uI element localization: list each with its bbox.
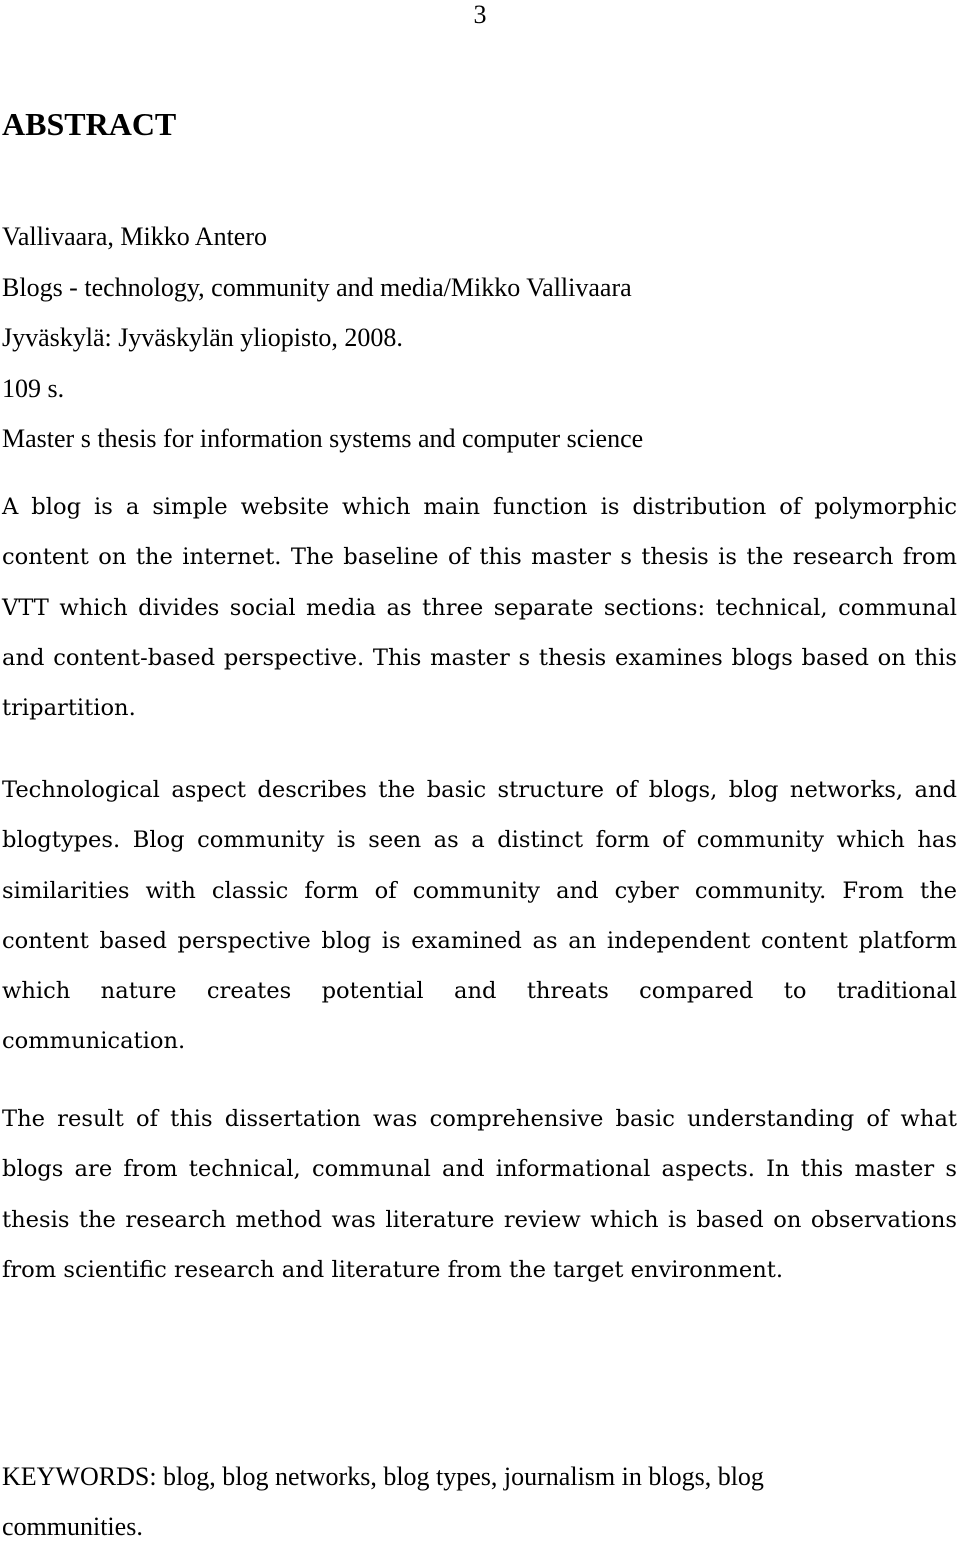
author-line: Vallivaara, Mikko Antero [2, 222, 267, 251]
bibliographic-info [2, 212, 952, 465]
abstract-paragraph-3: The result of this dissertation was comprehensive basic understanding of what blogs are from technical, communal and informational aspects. In this master s thesis the research method was literature review which is based on observations from scientific research and literature from the target environment. [2, 1106, 957, 1283]
abstract-paragraph-1: A blog is a simple website which main function is distribution of polymorphic content on the internet. The baseline of this master s thesis is the research from VTT which divides social media as three separate sections: technical, communal and content-based perspective. This master s thesis examines blogs based on this tripartition. [2, 494, 957, 722]
thesis-type-line: Master s thesis for information systems and computer science [2, 424, 644, 453]
publisher-line: Jyväskylä: Jyväskylän yliopisto, 2008. [2, 323, 403, 352]
abstract-heading: ABSTRACT [2, 106, 177, 142]
keywords-line: KEYWORDS: blog, blog networks, blog types, journalism in blogs, blog communities. [2, 1462, 764, 1541]
page-number: 3 [473, 0, 487, 29]
title-line: Blogs - technology, community and media/Mikko Vallivaara [2, 272, 632, 302]
abstract-paragraph-2: Technological aspect describes the basic structure of blogs, blog networks, and blogtypes. Blog community is seen as a distinct form of community which has similarities with classic form of community and cyber community. From the content based perspective blog is examined as an independent content platform which nature creates potential and threats compared to traditional communication. [2, 777, 957, 1055]
page-count-line: 109 s. [2, 373, 65, 403]
